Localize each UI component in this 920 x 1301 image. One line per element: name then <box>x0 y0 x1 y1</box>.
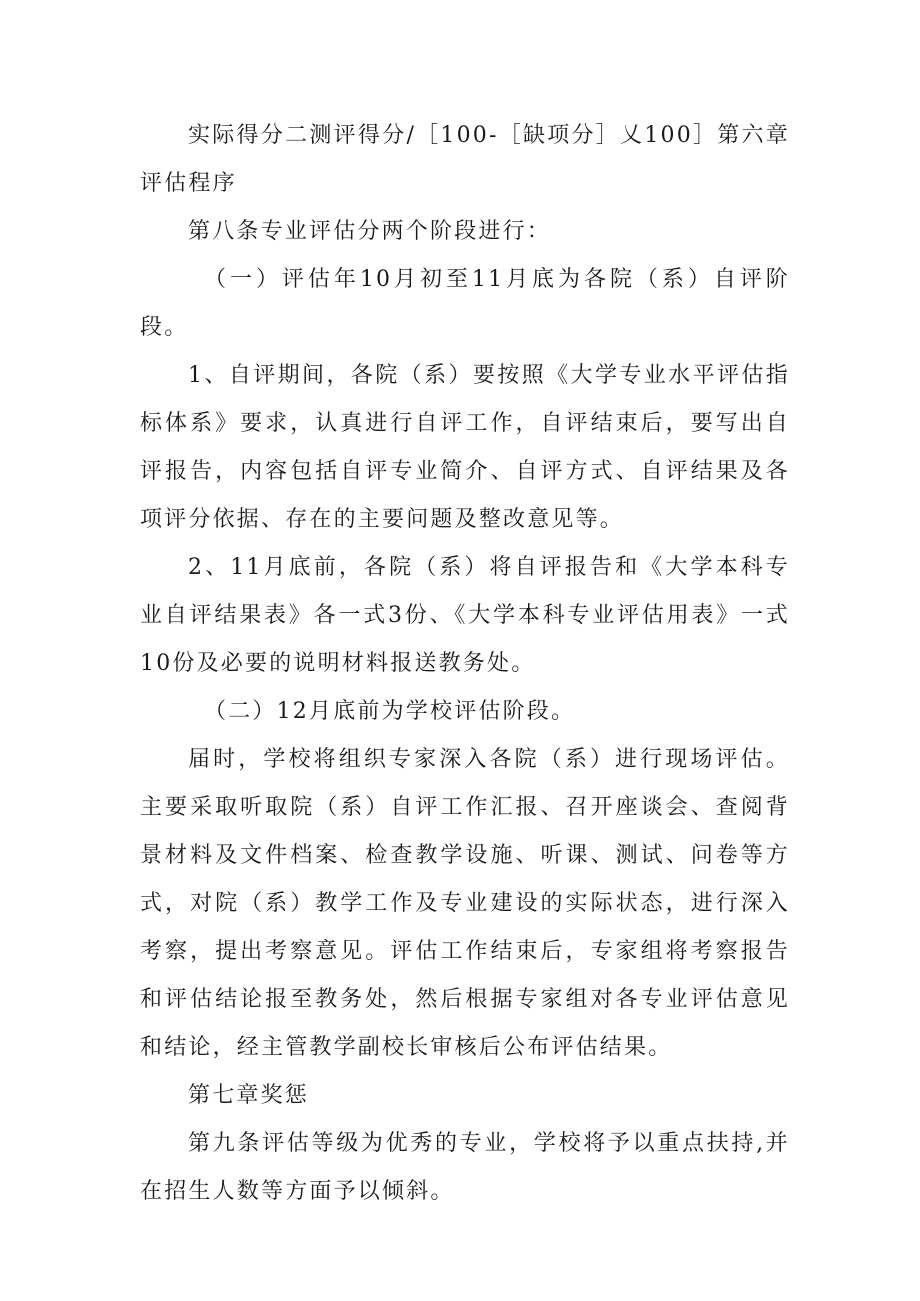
paragraph-article-9: 第九条评估等级为优秀的专业，学校将予以重点扶持,并在招生人数等方面予以倾斜。 <box>140 1131 790 1204</box>
paragraph-score-formula: 实际得分二测评得分/［100-［缺项分］乂100］第六章评估程序 <box>140 123 790 196</box>
document-body <box>140 112 790 1216</box>
paragraph-article-8: 第八条专业评估分两个阶段进行： <box>188 219 552 244</box>
paragraph-stage-1: （一）评估年10月初至11月底为各院（系）自评阶段。 <box>140 267 790 340</box>
heading-chapter-7: 第七章奖惩 <box>188 1083 310 1108</box>
paragraph-self-evaluation: 1、自评期间，各院（系）要按照《大学专业水平评估指标体系》要求，认真进行自评工作，自评结束后，要写出自评报告，内容包括自评专业简介、自评方式、自评结果及各项评分依据、存在的主要问题及整改意见等。 <box>140 363 790 532</box>
paragraph-submission: 2、11月底前，各院（系）将自评报告和《大学本科专业自评结果表》各一式3份、《大学本科专业评估用表》一式10份及必要的说明材料报送教务处。 <box>140 555 790 676</box>
paragraph-stage-2: （二）12月底前为学校评估阶段。 <box>204 699 576 724</box>
paragraph-on-site-evaluation: 届时，学校将组织专家深入各院（系）进行现场评估。主要采取听取院（系）自评工作汇报、召开座谈会、查阅背景材料及文件档案、检查教学设施、听课、测试、问卷等方式，对院（系）教学工作及专业建设的实际状态，进行深入考察，提出考察意见。评估工作结束后，专家组将考察报告和评估结论报至教务处，然后根据专家组对各专业评估意见和结论，经主管教学副校长审核后公布评估结果。 <box>140 747 790 1060</box>
